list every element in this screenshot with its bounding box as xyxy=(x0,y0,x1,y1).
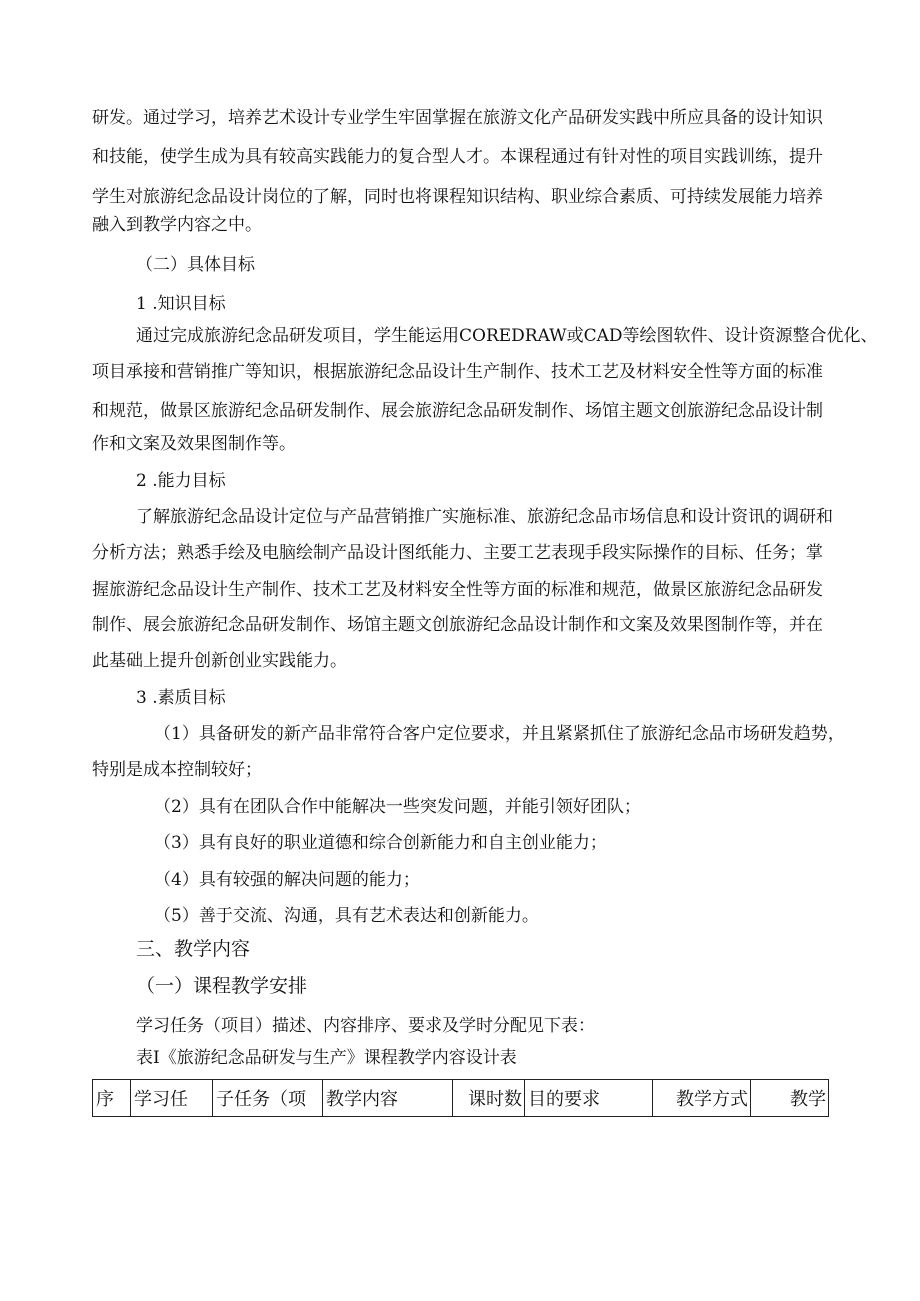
col-header-objectives: 目的要求 xyxy=(525,1080,653,1117)
heading-quality-goals: 3 .素质目标 xyxy=(136,688,226,708)
knowledge-line-2: 项目承接和营销推广等知识，根据旅游纪念品设计生产制作、技术工艺及材料安全性等方面的标准 xyxy=(92,362,823,382)
quality-item-5: （5）善于交流、沟通，具有艺术表达和创新能力。 xyxy=(154,906,539,926)
knowledge-line-1: 通过完成旅游纪念品研发项目，学生能运用COREDRAW或CAD等绘图软件、设计资源整合优化、 xyxy=(136,326,878,346)
intro-line-4: 融入到教学内容之中。 xyxy=(92,215,262,235)
ability-line-3: 握旅游纪念品设计生产制作、技术工艺及材料安全性等方面的标准和规范，做景区旅游纪念品研发 xyxy=(92,580,823,600)
col-header-subtask: 子任务（项 xyxy=(213,1080,323,1117)
knowledge-line-3: 和规范，做景区旅游纪念品研发制作、展会旅游纪念品研发制作、场馆主题文创旅游纪念品设计制 xyxy=(92,401,823,421)
intro-line-1: 研发。通过学习，培养艺术设计专业学生牢固掌握在旅游文化产品研发实践中所应具备的设计知识 xyxy=(92,108,823,128)
heading-ability-goals: 2 .能力目标 xyxy=(136,471,226,491)
intro-line-3: 学生对旅游纪念品设计岗位的了解，同时也将课程知识结构、职业综合素质、可持续发展能力培养 xyxy=(92,187,823,207)
quality-item-3: （3）具有良好的职业道德和综合创新能力和自主创业能力； xyxy=(154,833,607,853)
table-intro: 学习任务（项目）描述、内容排序、要求及学时分配见下表： xyxy=(136,1016,595,1036)
col-header-teaching-extra: 教学 xyxy=(751,1080,829,1117)
intro-line-2: 和技能，使学生成为具有较高实践能力的复合型人才。本课程通过有针对性的项目实践训练，提升 xyxy=(92,147,823,167)
col-header-teaching-method: 教学方式 xyxy=(653,1080,751,1117)
ability-line-1: 了解旅游纪念品设计定位与产品营销推广实施标准、旅游纪念品市场信息和设计资讯的调研和 xyxy=(136,507,833,527)
col-header-index: 序 xyxy=(93,1080,131,1117)
ability-line-2: 分析方法；熟悉手绘及电脑绘制产品设计图纸能力、主要工艺表现手段实际操作的目标、任务；掌 xyxy=(92,543,823,563)
ability-line-5: 此基础上提升创新创业实践能力。 xyxy=(92,651,347,671)
heading-teaching-content: 三、教学内容 xyxy=(136,938,251,960)
knowledge-line-4: 作和文案及效果图制作等。 xyxy=(92,434,296,454)
ability-line-4: 制作、展会旅游纪念品研发制作、场馆主题文创旅游纪念品设计制作和文案及效果图制作等，并在 xyxy=(92,615,823,635)
heading-specific-goals: （二）具体目标 xyxy=(136,255,255,275)
quality-item-1a: （1）具备研发的新产品非常符合客户定位要求，并且紧紧抓住了旅游纪念品市场研发趋势， xyxy=(154,724,845,744)
heading-course-arrangement: （一）课程教学安排 xyxy=(136,975,308,997)
table-header-row xyxy=(93,1080,829,1117)
col-header-hours: 课时数 xyxy=(453,1080,525,1117)
quality-item-4: （4）具有较强的解决问题的能力； xyxy=(154,870,420,890)
col-header-learning-task: 学习任 xyxy=(131,1080,213,1117)
col-header-teaching-content: 教学内容 xyxy=(323,1080,453,1117)
quality-item-1b: 特别是成本控制较好； xyxy=(92,760,262,780)
heading-knowledge-goals: 1 .知识目标 xyxy=(136,294,226,314)
quality-item-2: （2）具有在团队合作中能解决一些突发问题，并能引领好团队； xyxy=(154,797,641,817)
course-content-table xyxy=(92,1079,829,1117)
table-caption: 表I《旅游纪念品研发与生产》课程教学内容设计表 xyxy=(136,1048,517,1068)
